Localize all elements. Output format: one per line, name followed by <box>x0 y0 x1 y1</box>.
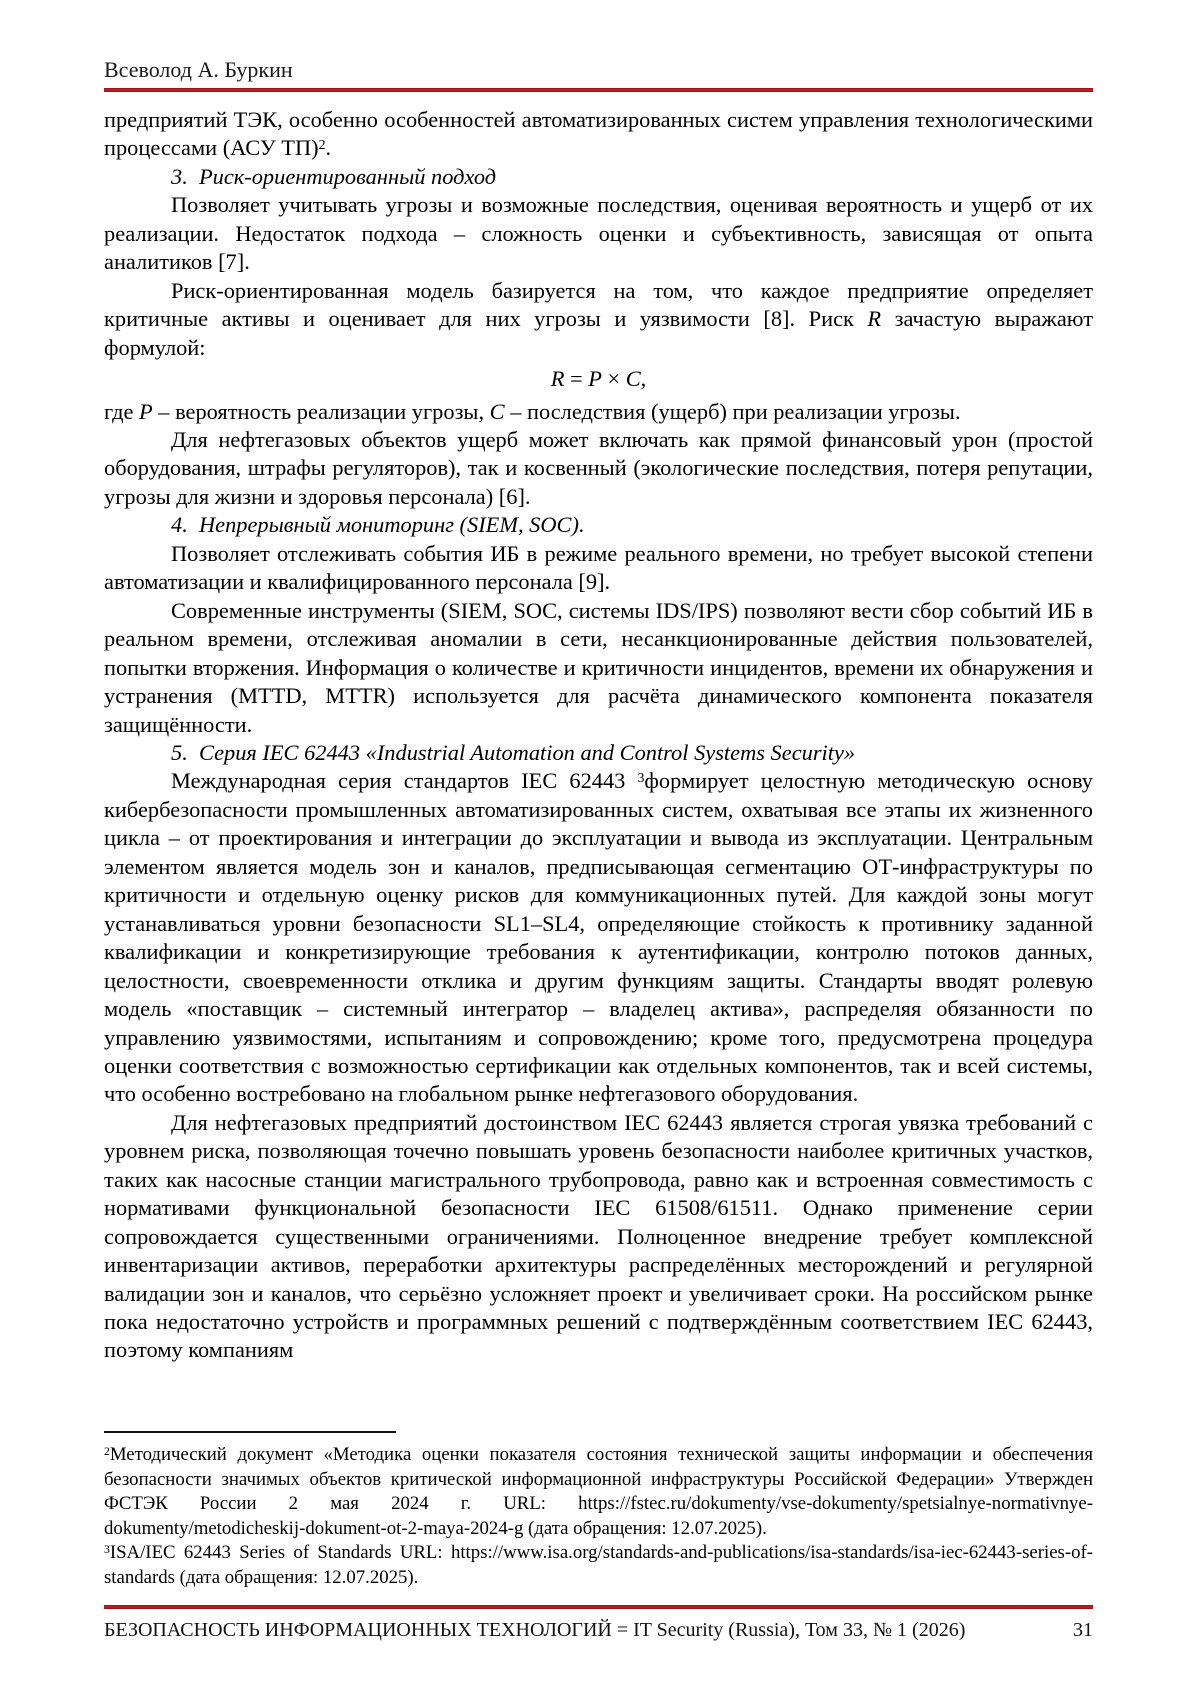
text-run: R <box>550 366 565 392</box>
section-heading <box>104 163 1093 191</box>
text-run: Позволяет отслеживать события ИБ в режиме реального времени, но требует высокой степени автоматизации и квалифицированного персонала [9]. <box>104 540 1093 595</box>
text-run: Позволяет учитывать угрозы и возможные последствия, оценивая вероятность и ущерб от их реализации. Недостаток подхода – сложность оценки и субъективность, зависящая от опыта аналитиков [7]. <box>104 192 1093 275</box>
superscript-ref: 2 <box>104 1444 110 1458</box>
text-run: зачастую выражают формулой: <box>104 306 1093 360</box>
text-run: × <box>601 366 626 392</box>
section-heading <box>104 511 1093 539</box>
text-run: Современные инструменты (SIEM, SOC, системы IDS/IPS) позволяют вести сбор событий ИБ в реальном времени, отслеживая аномалии в сети, несанкционированные действия пользователей, попытки вторжения. Информация о количестве и критичности инцидентов, времени их обнаружения и устранения (MTTD, MTTR) используется для расчёта динамического компонента показателя защищённости. <box>104 597 1093 737</box>
text-run: Риск-ориентированная модель базируется на том, что каждое предприятие определяет критичные активы и оценивает для них угрозы и уязвимости [8]. Риск <box>104 277 1093 332</box>
page-number: 31 <box>1073 1619 1093 1641</box>
superscript-ref: 3 <box>637 771 645 787</box>
text-run: 4. Непрерывный мониторинг (SIEM, SOC). <box>171 512 585 538</box>
text-run: формирует целостную методическую основу кибербезопасности промышленных автоматизированных систем, охватывая все этапы их жизненного цикла – от проектирования и интеграции до эксплуатации и вывода из эксплуатации. Центральным элементом является модель зон и каналов, предписывающая сегментацию ОТ-инфраструктуры по критичности и отдельную оценку рисков для коммуникационных путей. Для каждой зоны могут устанавливаться уровни безопасности SL1–SL4, определяющие стойкость к противнику заданной квалификации и конкретизирующие требования к аутентификации, контролю потоков данных, целостности, своевременности отклика и другим функциям защиты. Стандарты вводят ролевую модель «поставщик – системный интегратор – владелец актива», распределяя обязанности по управлению уязвимостями, испытаниям и сопровождению; кроме того, предусмотрена процедура оценки соответствия с возможностью сертификации как отдельных компонентов, так и всей системы, что особенно востребовано на глобальном рынке нефтегазового оборудования. <box>104 768 1094 1107</box>
text-run: , <box>640 366 647 392</box>
footnote-item <box>104 1443 1093 1541</box>
text-run: где <box>104 398 139 424</box>
formula <box>104 365 1093 393</box>
text-run: P <box>588 366 602 392</box>
footer-rule <box>104 1605 1093 1609</box>
text-run: 3. Риск-ориентированный подход <box>171 163 497 189</box>
text-run: – последствия (ущерб) при реализации угрозы. <box>504 398 961 424</box>
text-run: Для нефтегазовых предприятий достоинством IEC 62443 является строгая увязка требований с уровнем риска, позволяющая точечно повышать уровень безопасности наиболее критичных участков, таких как насосные станции магистрального трубопровода, равно как и встроенная совместимость с нормативами функциональной безопасности IEC 61508/61511. Однако применение серии сопровождается существенными ограничениями. Полноценное внедрение требует комплексной инвентаризации активов, переработки архитектуры распределённых месторождений и регулярной валидации зон и каналов, что серьёзно усложняет проект и увеличивает сроки. На российском рынке пока недостаточно устройств и программных решений с подтверждённым соответствием IEC 62443, поэтому компаниям <box>104 1109 1093 1363</box>
text-run: Методический документ «Методика оценки показателя состояния технической защиты информации и обеспечения безопасности значимых объектов критической информационной инфраструктуры Российской Федерации» Утвержден ФСТЭК России 2 мая 2024 г. URL: https://fstec.ru/dokumenty/vse-dokumenty/spetsialnye-normativnye-dokumenty/metodicheskij-dokument-ot-2-maya-2024-g (дата обращения: 12.07.2025). <box>104 1444 1093 1539</box>
text-run: C <box>625 366 641 392</box>
text-run: предприятий ТЭК, особенно особенностей автоматизированных систем управления технологическими процессами (АСУ ТП) <box>104 107 1093 161</box>
section-heading <box>104 739 1093 767</box>
paragraph <box>104 106 1093 163</box>
paragraph <box>104 597 1093 739</box>
text-run: P <box>139 398 153 424</box>
superscript-ref: 3 <box>104 1543 110 1557</box>
text-run: 5. Серия IEC 62443 «Industrial Automation and Control Systems Security» <box>171 739 856 765</box>
article-body <box>104 106 1093 1365</box>
paragraph <box>104 1109 1093 1365</box>
superscript-ref: 2 <box>318 138 326 154</box>
running-head-author: Всеволод А. Буркин <box>104 57 293 82</box>
paragraph <box>104 540 1093 597</box>
text-run: – вероятность реализации угрозы, <box>152 398 490 424</box>
text-run: Для нефтегазовых объектов ущерб может включать как прямой финансовый урон (простой оборудования, штрафы регуляторов), так и косвенный (экологические последствия, потеря репутации, угрозы для жизни и здоровья персонала) [6]. <box>104 426 1093 509</box>
paragraph <box>104 426 1093 511</box>
footnotes-list <box>104 1443 1093 1591</box>
text-run: . <box>325 135 332 161</box>
paragraph <box>104 398 1093 426</box>
journal-footer <box>104 1617 1093 1643</box>
paragraph <box>104 767 1093 1108</box>
journal-title-line: БЕЗОПАСНОСТЬ ИНФОРМАЦИОННЫХ ТЕХНОЛОГИЙ = IT Security (Russia), Том 33, № 1 (2026) <box>104 1619 966 1641</box>
text-run: R <box>867 306 882 332</box>
footnote-item <box>104 1541 1093 1590</box>
header-rule <box>104 88 1093 92</box>
text-run: = <box>564 366 589 392</box>
paragraph <box>104 277 1093 362</box>
text-run: ISA/IEC 62443 Series of Standards URL: https://www.isa.org/standards-and-publications/isa-standards/isa-iec-62443-series-of-standards (дата обращения: 12.07.2025). <box>104 1542 1093 1588</box>
footnote-separator <box>104 1431 396 1433</box>
text-run: C <box>489 398 505 424</box>
paragraph <box>104 191 1093 276</box>
text-run: Международная серия стандартов IEC 62443 <box>171 768 638 794</box>
